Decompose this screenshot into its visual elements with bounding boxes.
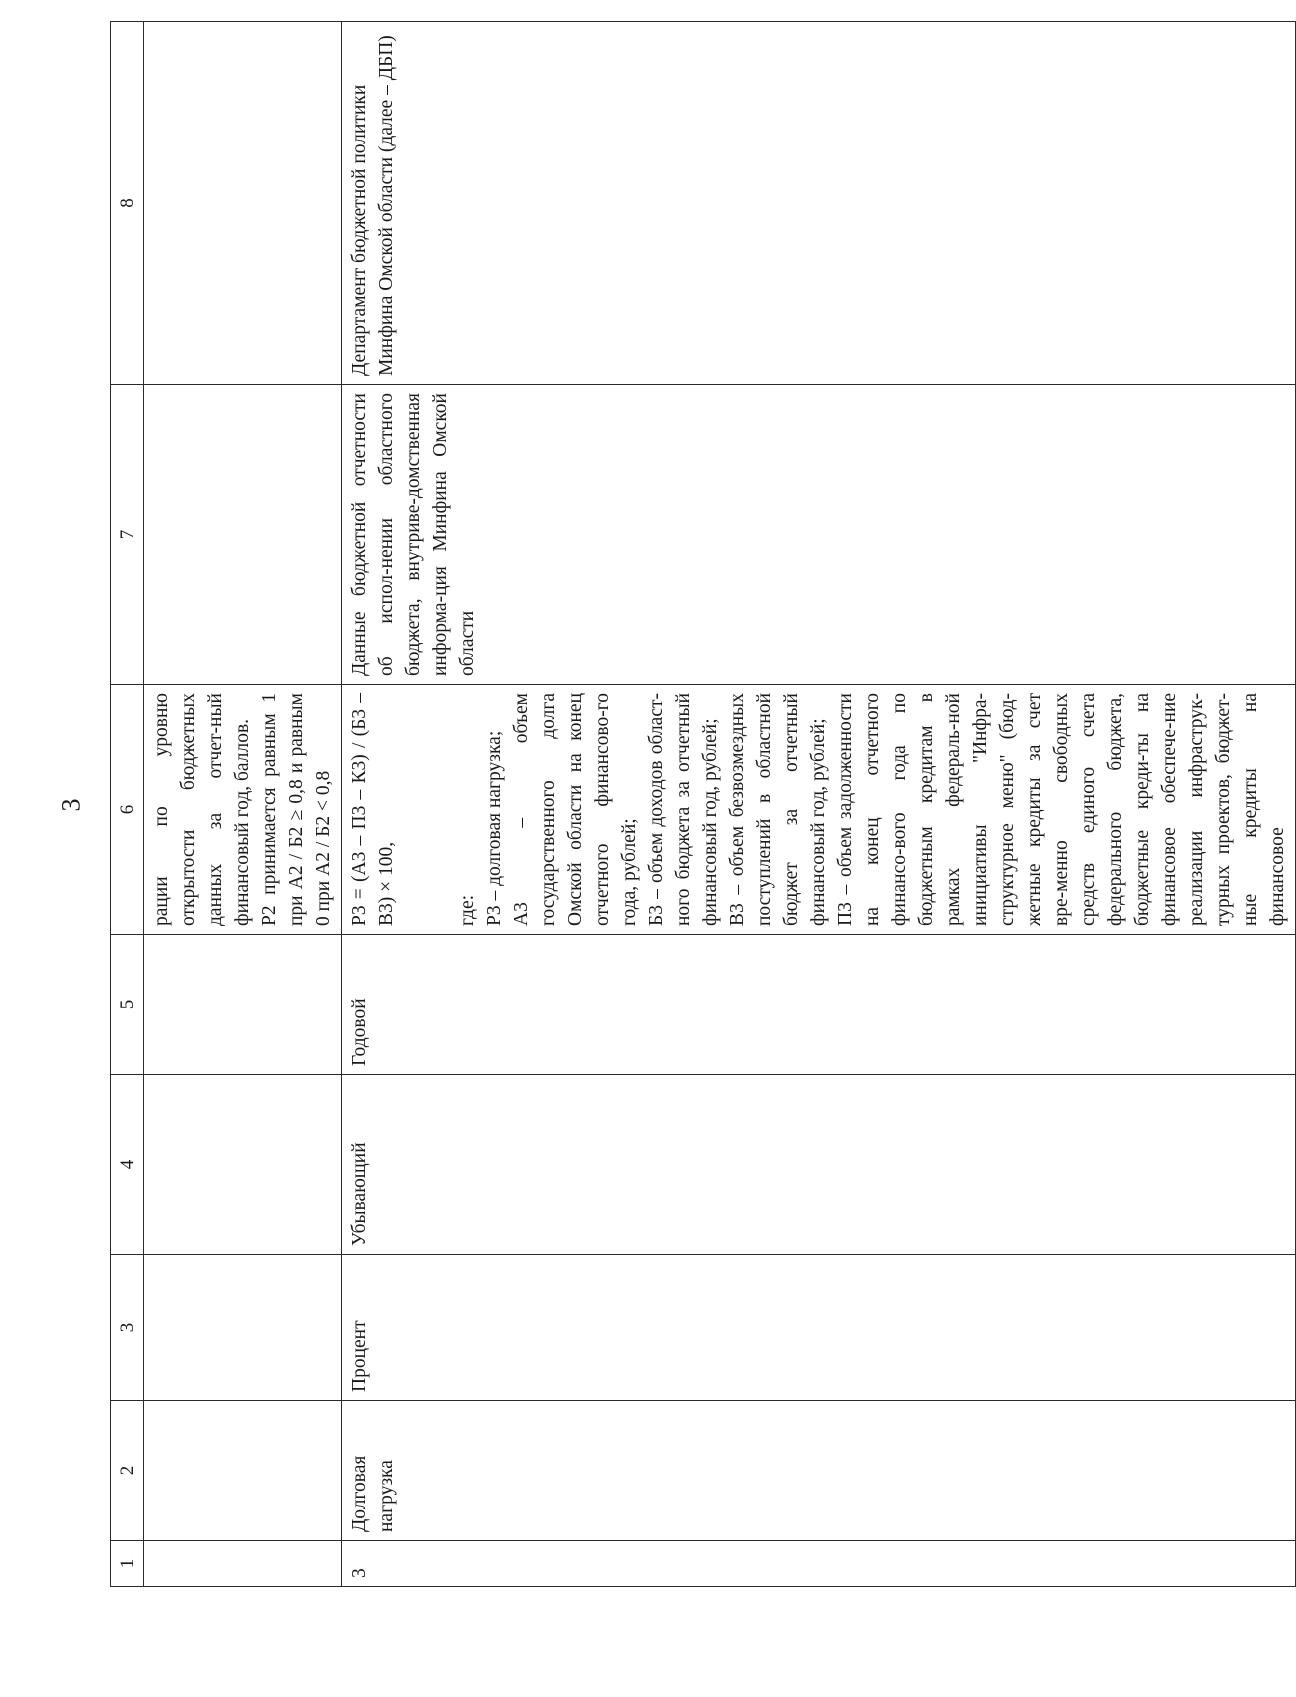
cont-cell-1 [144, 1541, 342, 1587]
indicator-row-3 [342, 22, 1296, 1587]
cont-cell-7 [144, 385, 342, 685]
header-cell-4: 4 [111, 1075, 144, 1255]
header-cell-2: 2 [111, 1401, 144, 1541]
unit-of-measure: Процент [342, 1255, 1296, 1401]
formula: Р3 = (А3 – П3 – К3) / (Б3 – В3) × 100, [349, 693, 397, 926]
cont-calculation-text: рации по уровню открытости бюджетных данных за отчет-ный финансовый год, баллов. Р2 принимается равным 1 при А2 / Б2 ≥ 0,8 и равным 0 при А2 / Б2 < 0,8 [144, 685, 342, 935]
cont-cell-3 [144, 1255, 342, 1401]
cont-cell-8 [144, 22, 342, 385]
header-cell-3: 3 [111, 1255, 144, 1401]
calculation-method [342, 685, 1296, 935]
trend-direction: Убывающий [342, 1075, 1296, 1255]
definition-r3: Р3 – долговая нагрузка; [484, 730, 505, 926]
row-number: 3 [342, 1541, 1296, 1587]
rotated-page [100, 0, 1288, 1587]
responsible-department: Департамент бюджетной политики Минфина Омской области (далее – ДБП) [342, 22, 1296, 385]
cont-cell-5 [144, 935, 342, 1075]
periodicity: Годовой [342, 935, 1296, 1075]
continuation-row [144, 22, 342, 1587]
data-source: Данные бюджетной отчетности об испол-нении областного бюджета, внутриве-домственная информа-ция Минфина Омской области [342, 385, 1296, 685]
definition-b3: Б3 – объем доходов област-ного бюджета за отчетный финансовый год, рублей; [646, 693, 721, 926]
where-label: где: [457, 894, 478, 926]
header-cell-8: 8 [111, 22, 144, 385]
header-cell-5: 5 [111, 935, 144, 1075]
definition-p3: П3 – объем задолженности на конец отчетного финансо-вого года по бюджетным кредитам в рамках федераль-ной инициативы "Инфра-структурное меню" (бюд-жетные кредиты за счет вре-менно свободных средств единого счета федерального бюджета, бюджетные креди-ты на финансовое обеспече-ние реализации инфраструк-турных проектов, бюджет-ные кредиты на финансовое [835, 693, 1288, 926]
definition-a3: А3 – объем государственного долга Омской области на конец отчетного финансово-го года, рублей; [511, 693, 640, 926]
header-cell-1: 1 [111, 1541, 144, 1587]
indicator-table [110, 21, 1296, 1587]
definition-v3: В3 – объем безвозмездных поступлений в областной бюджет за отчетный финансовый год, рублей; [727, 693, 829, 926]
header-cell-7: 7 [111, 385, 144, 685]
header-row [111, 22, 144, 1587]
header-cell-6: 6 [111, 685, 144, 935]
page-number: 3 [56, 798, 86, 812]
cont-cell-2 [144, 1401, 342, 1541]
cont-cell-4 [144, 1075, 342, 1255]
indicator-name: Долговая нагрузка [342, 1401, 1296, 1541]
